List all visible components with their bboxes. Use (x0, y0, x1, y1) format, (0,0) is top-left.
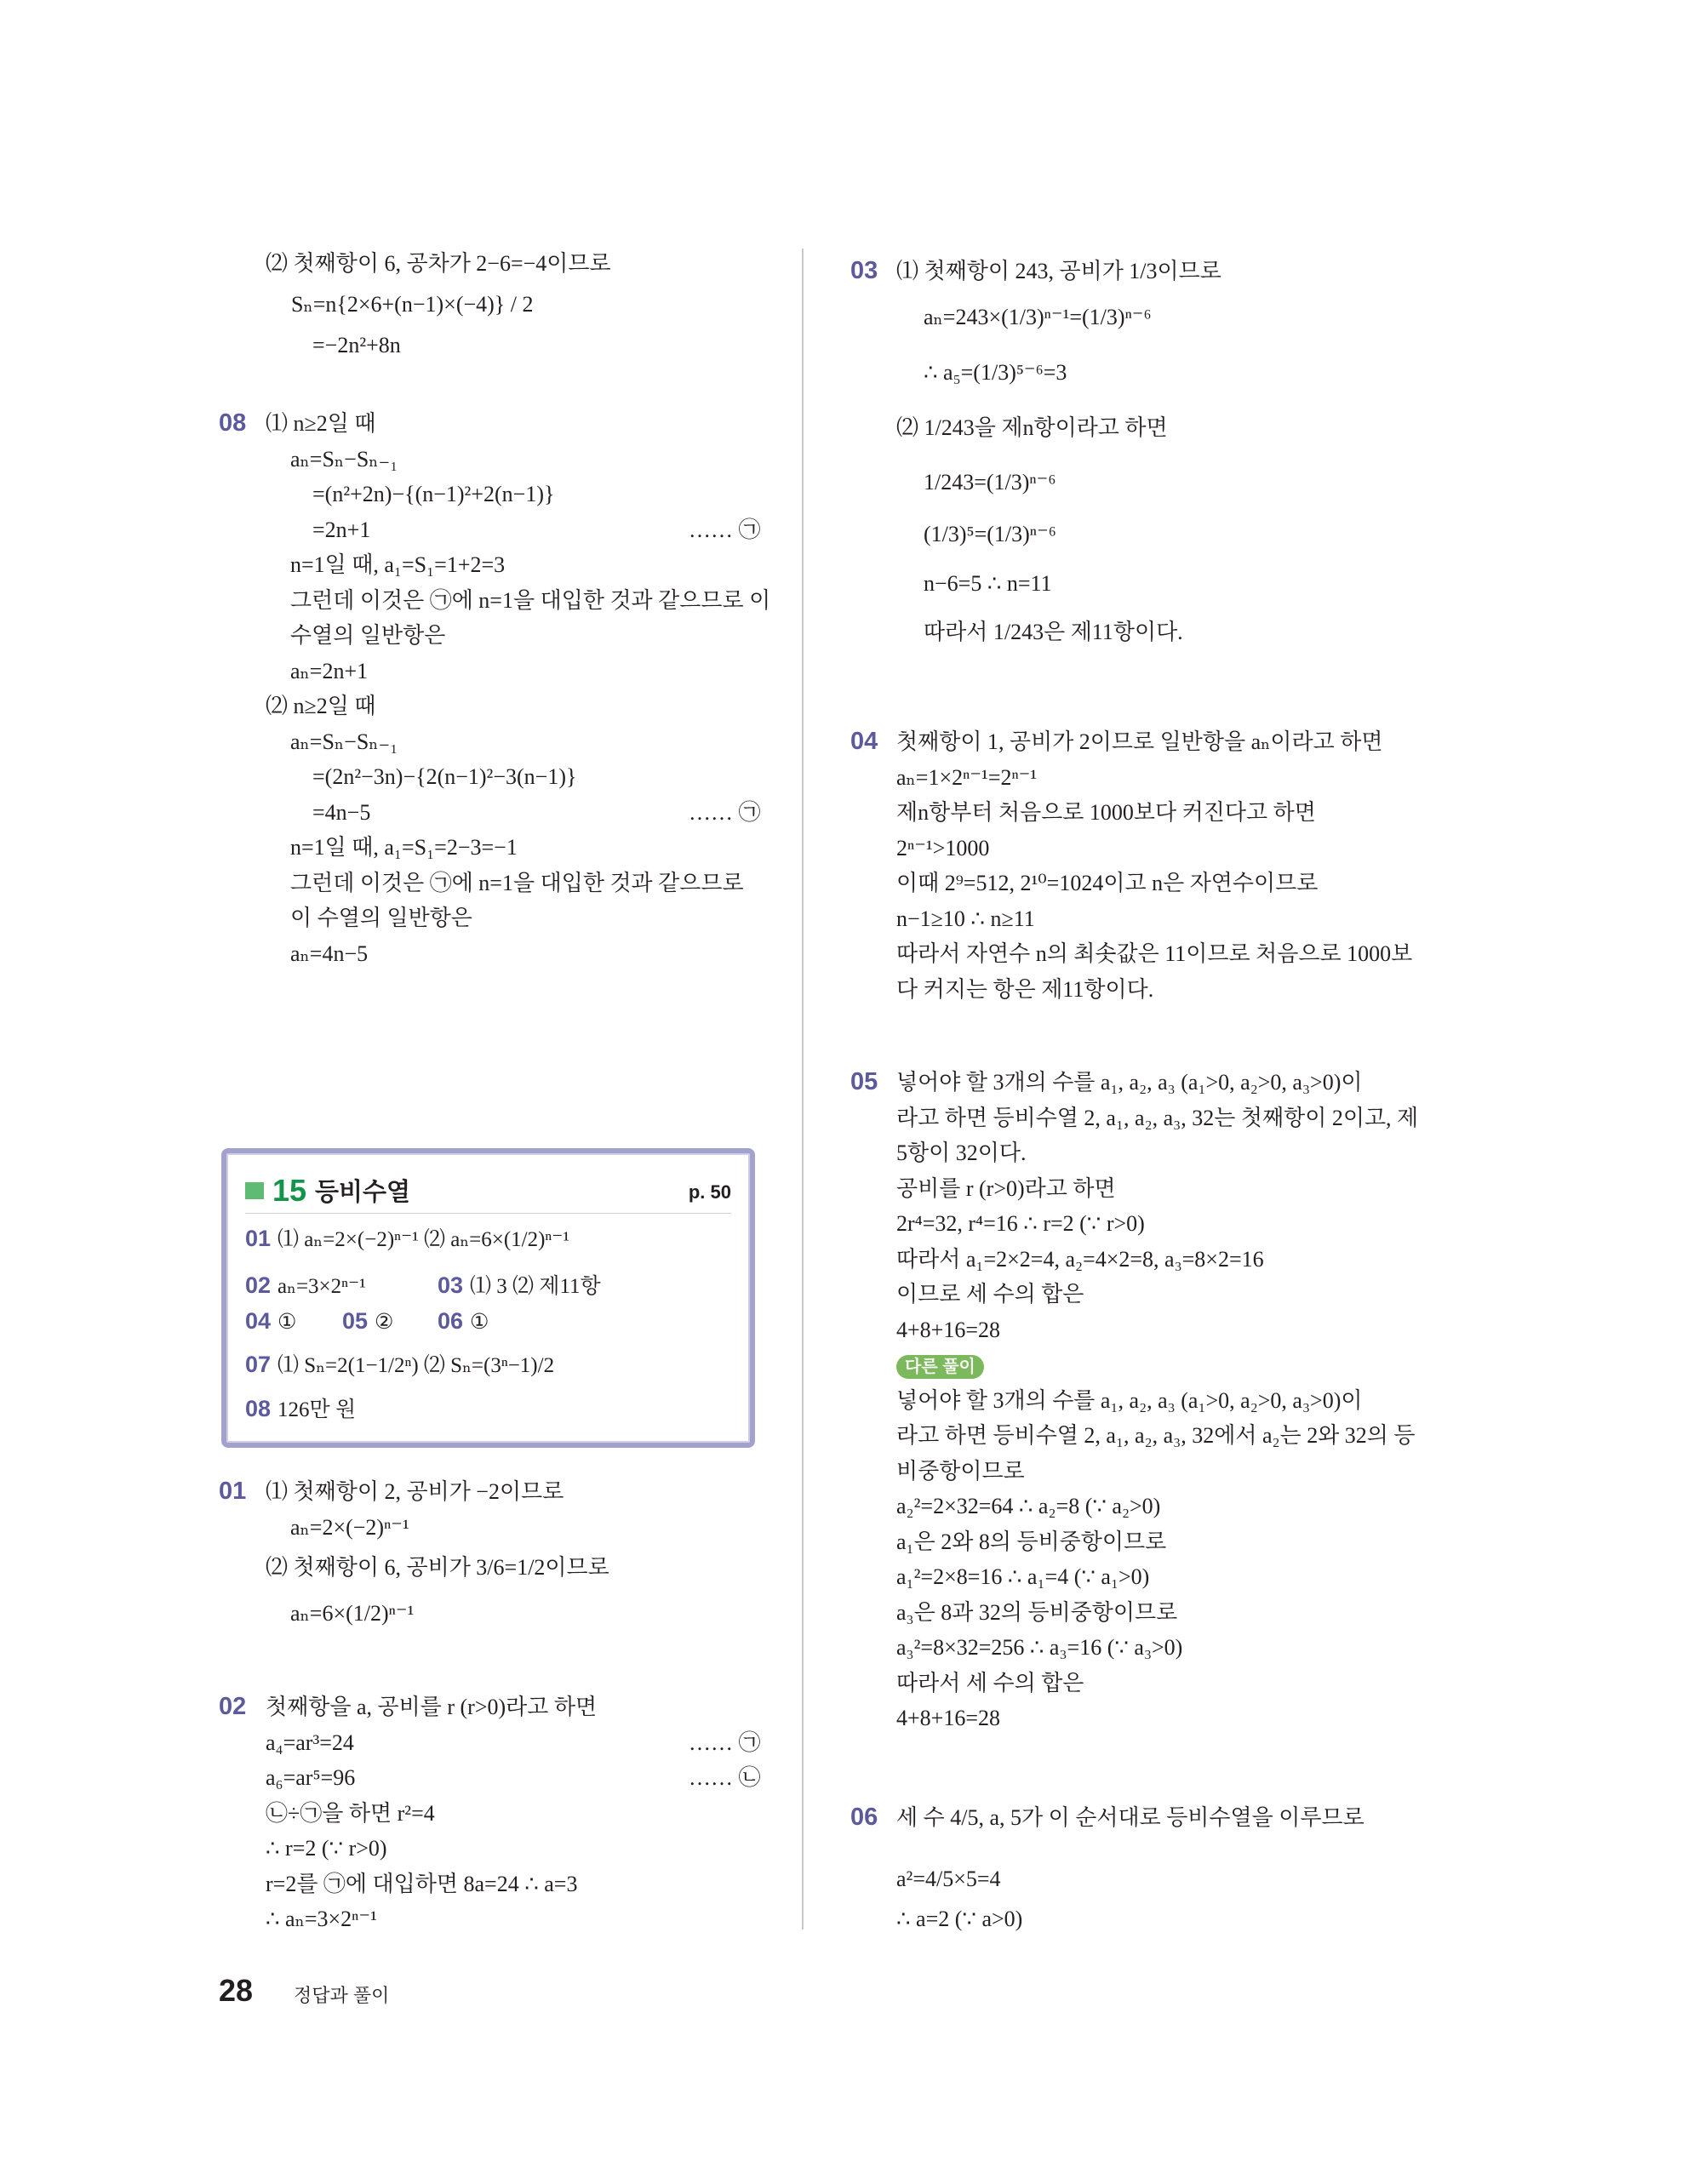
solution-line: ∴ r=2 (∵ r>0) (266, 1836, 387, 1861)
solution-line: a₁²=2×8=16 ∴ a₁=4 (∵ a₁>0) (896, 1564, 1150, 1589)
solution-line: 따라서 세 수의 합은 (896, 1670, 1084, 1695)
solution-line: ⑵ 첫째항이 6, 공비가 3/6=1/2이므로 (266, 1555, 609, 1580)
solution-line: 이 수열의 일반항은 (290, 906, 472, 930)
solution-line (266, 1725, 761, 1761)
section-title: 등비수열 (315, 1179, 411, 1206)
solution-line: 이므로 세 수의 합은 (896, 1282, 1084, 1306)
solution-line: 그런데 이것은 ㉠에 n=1을 대입한 것과 같으므로 (290, 870, 744, 895)
problem-05 (896, 1065, 1418, 1736)
solution-line: n−1≥10 ∴ n≥11 (896, 906, 1035, 931)
equation-marker: …… ㉠ (689, 1729, 761, 1755)
problem-07-continued (266, 246, 611, 363)
solution-line: 따라서 1/243은 제11항이다. (924, 619, 1183, 644)
problem-number: 05 (850, 1068, 878, 1095)
answer-number: 06 (438, 1308, 464, 1334)
equation: =2n+1 (312, 517, 371, 542)
answer-text: ⑴ Sₙ=2(1−1/2ⁿ) ⑵ Sₙ=(3ⁿ−1)/2 (277, 1354, 555, 1377)
answer-text: ⑴ aₙ=2×(−2)ⁿ⁻¹ ⑵ aₙ=6×(1/2)ⁿ⁻¹ (277, 1228, 569, 1251)
equation-marker: …… ㉠ (689, 799, 761, 825)
solution-line: ∴ a₅=(1/3)⁵⁻⁶=3 (924, 359, 1067, 385)
solution-line: 이때 2⁹=512, 2¹⁰=1024이고 n은 자연수이므로 (896, 871, 1319, 895)
problem-number: 06 (850, 1804, 878, 1831)
answer-number: 02 (245, 1272, 272, 1298)
solution-line: ⑴ 첫째항이 2, 공비가 −2이므로 (266, 1479, 564, 1504)
solution-line: 4+8+16=28 (896, 1706, 1000, 1730)
footer-label: 정답과 풀이 (294, 1985, 390, 2006)
answer-number: 03 (438, 1272, 464, 1298)
answer-number: 01 (245, 1226, 272, 1251)
solution-line: 5항이 32이다. (896, 1141, 1027, 1165)
answer-text: ① (470, 1311, 489, 1334)
problem-01 (266, 1474, 609, 1637)
solution-line: ∴ aₙ=3×2ⁿ⁻¹ (266, 1907, 377, 1931)
solution-line: aₙ=2n+1 (290, 658, 369, 683)
section-number: 15 (272, 1173, 307, 1208)
solution-line: =−2n²+8n (312, 332, 401, 357)
solution-line: 따라서 a₁=2×2=4, a₂=4×2=8, a₃=8×2=16 (896, 1246, 1264, 1272)
answer-item (245, 1221, 569, 1257)
solution-line: 비중항이므로 (896, 1458, 1025, 1484)
flag-icon (245, 1182, 264, 1199)
solution-line: 다 커지는 항은 제11항이다. (896, 976, 1154, 1002)
answer-item (342, 1304, 393, 1340)
solution-line: n−6=5 ∴ n=11 (924, 570, 1052, 596)
solution-line: ⑴ 첫째항이 243, 공비가 1/3이므로 (896, 259, 1221, 283)
answer-text: ② (375, 1311, 394, 1334)
equation-marker: …… ㉠ (689, 517, 761, 542)
answer-summary-box (221, 1148, 755, 1448)
answer-number: 07 (245, 1352, 272, 1377)
solution-line: ⑵ 1/243을 제n항이라고 하면 (896, 415, 1168, 440)
problem-number: 01 (219, 1478, 247, 1505)
solution-line: r=2를 ㉠에 대입하면 8a=24 ∴ a=3 (266, 1871, 578, 1896)
page-number: 28 (219, 1973, 254, 2008)
answer-item (245, 1304, 296, 1340)
answer-text: ① (277, 1311, 297, 1334)
solution-line: =(2n²−3n)−{2(n−1)²−3(n−1)} (312, 764, 577, 789)
solution-line: 따라서 자연수 n의 최솟값은 11이므로 처음으로 1000보 (896, 941, 1413, 966)
solution-line: a₃은 8과 32의 등비중항이므로 (896, 1599, 1178, 1625)
solution-line: 라고 하면 등비수열 2, a₁, a₂, a₃, 32에서 a₂는 2와 32의 등 (896, 1423, 1416, 1448)
answer-item (438, 1304, 489, 1340)
solution-line: 2r⁴=32, r⁴=16 ∴ r=2 (∵ r>0) (896, 1211, 1145, 1236)
solution-line: ⑵ n≥2일 때 (266, 694, 376, 718)
alt-solution-row (896, 1347, 1418, 1383)
problem-04 (896, 724, 1412, 1007)
problem-number: 03 (850, 257, 878, 284)
equation: a₄=ar³=24 (266, 1729, 354, 1755)
solution-line: 첫째항이 1, 공비가 2이므로 일반항을 aₙ이라고 하면 (896, 729, 1383, 754)
problem-03 (896, 254, 1221, 655)
solution-line: ∴ a=2 (∵ a>0) (896, 1907, 1023, 1931)
solution-line: aₙ=4n−5 (290, 940, 369, 966)
solution-line: 수열의 일반항은 (290, 623, 446, 648)
solution-line: =(n²+2n)−{(n−1)²+2(n−1)} (312, 482, 555, 506)
solution-line: 2ⁿ⁻¹>1000 (896, 835, 990, 860)
solution-line: aₙ=6×(1/2)ⁿ⁻¹ (290, 1601, 415, 1626)
answer-item (245, 1347, 554, 1383)
solution-line: a²=4/5×5=4 (896, 1867, 1001, 1891)
answer-text: ⑴ 3 ⑵ 제11항 (470, 1275, 601, 1298)
equation: a₆=ar⁵=96 (266, 1765, 356, 1790)
solution-line (266, 795, 761, 831)
solution-line: 공비를 r (r>0)라고 하면 (896, 1175, 1116, 1201)
solution-line: a₂²=2×32=64 ∴ a₂=8 (∵ a₂>0) (896, 1494, 1161, 1518)
solution-line: ⑴ n≥2일 때 (266, 411, 376, 436)
solution-line: aₙ=1×2ⁿ⁻¹=2ⁿ⁻¹ (896, 764, 1038, 790)
solution-line (266, 1760, 761, 1796)
answer-item (245, 1392, 356, 1427)
solution-line: aₙ=243×(1/3)ⁿ⁻¹=(1/3)ⁿ⁻⁶ (924, 304, 1152, 329)
solution-line: 라고 하면 등비수열 2, a₁, a₂, a₃, 32는 첫째항이 2이고, 제 (896, 1105, 1419, 1130)
problem-06 (896, 1800, 1364, 1937)
answer-item (438, 1268, 601, 1304)
problem-number: 08 (219, 409, 247, 437)
problem-08 (266, 406, 771, 971)
solution-line (266, 512, 761, 548)
solution-line: 세 수 4/5, a, 5가 이 순서대로 등비수열을 이루므로 (896, 1805, 1364, 1830)
solution-line: (1/3)⁵=(1/3)ⁿ⁻⁶ (924, 521, 1056, 546)
solution-line: aₙ=2×(−2)ⁿ⁻¹ (290, 1514, 409, 1540)
equation-marker: …… ㉡ (689, 1765, 761, 1790)
answer-text: 126만 원 (277, 1398, 357, 1421)
page-reference: p. 50 (688, 1181, 731, 1203)
solution-line: n=1일 때, a₁=S₁=1+2=3 (290, 552, 506, 577)
solution-line: aₙ=Sₙ−Sₙ₋₁ (290, 446, 398, 472)
section-header (245, 1170, 731, 1214)
solution-line: 1/243=(1/3)ⁿ⁻⁶ (924, 469, 1056, 495)
solution-line: 넣어야 할 3개의 수를 a₁, a₂, a₃ (a₁>0, a₂>0, a₃>0)이 (896, 1387, 1363, 1413)
solution-line: 넣어야 할 3개의 수를 a₁, a₂, a₃ (a₁>0, a₂>0, a₃>0)이 (896, 1070, 1363, 1095)
solution-line: a₃²=8×32=256 ∴ a₃=16 (∵ a₃>0) (896, 1635, 1183, 1660)
solution-line: 제n항부터 처음으로 1000보다 커진다고 하면 (896, 800, 1316, 825)
solution-line: ㉡÷㉠을 하면 r²=4 (266, 1800, 435, 1826)
answer-item (245, 1268, 366, 1304)
solution-line: 4+8+16=28 (896, 1317, 1000, 1342)
solution-line: aₙ=Sₙ−Sₙ₋₁ (290, 729, 398, 754)
solution-line: a₁은 2와 8의 등비중항이므로 (896, 1529, 1167, 1554)
solution-line: n=1일 때, a₁=S₁=2−3=−1 (290, 835, 518, 860)
column-divider (802, 249, 804, 1930)
problem-02 (266, 1689, 761, 1937)
alt-solution-badge: 다른 풀이 (896, 1355, 984, 1379)
problem-number: 02 (219, 1693, 247, 1720)
solution-line: Sₙ=n{2×6+(n−1)×(−4)} / 2 (291, 291, 534, 317)
problem-number: 04 (850, 728, 878, 755)
equation: =4n−5 (312, 799, 371, 825)
answer-number: 05 (342, 1308, 369, 1334)
answer-number: 08 (245, 1396, 272, 1421)
answer-number: 04 (245, 1308, 272, 1334)
solution-line: ⑵ 첫째항이 6, 공차가 2−6=−4이므로 (266, 251, 611, 276)
solution-line: 그런데 이것은 ㉠에 n=1을 대입한 것과 같으므로 이 (290, 587, 771, 613)
solution-line: 첫째항을 a, 공비를 r (r>0)라고 하면 (266, 1695, 598, 1719)
answer-text: aₙ=3×2ⁿ⁻¹ (277, 1275, 366, 1298)
